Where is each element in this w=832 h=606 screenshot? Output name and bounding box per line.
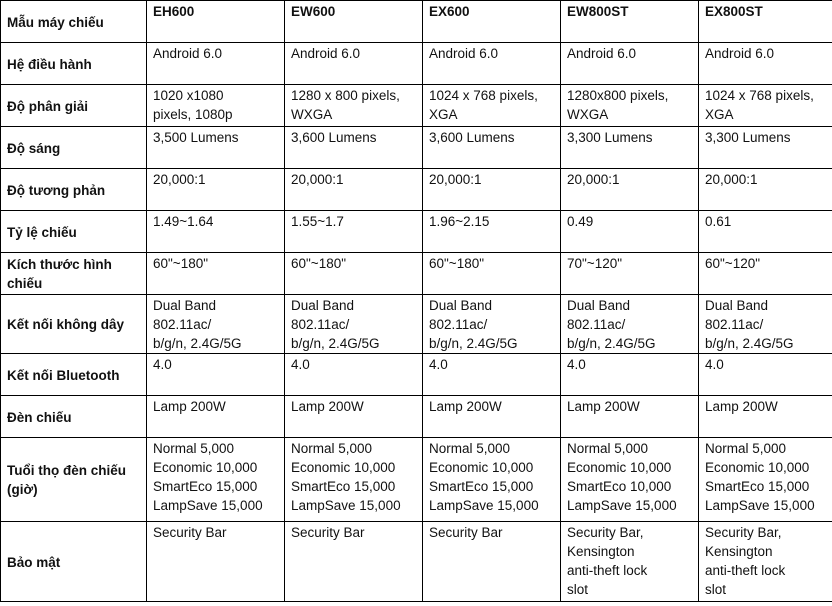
spec-row [1, 85, 832, 127]
corner-header: Mẫu máy chiếu [1, 1, 147, 43]
header-row [1, 1, 832, 43]
spec-value: Lamp 200W [153, 399, 226, 414]
spec-value: Normal 5,000 Economic 10,000 SmartEco 15,000 LampSave 15,000 [291, 441, 401, 513]
spec-cell [561, 85, 699, 127]
spec-value: Android 6.0 [567, 46, 637, 61]
spec-cell [423, 295, 561, 354]
row-label [1, 295, 147, 354]
spec-value: Lamp 200W [567, 399, 640, 414]
spec-value: 4.0 [567, 357, 586, 372]
spec-value: Dual Band 802.11ac/ b/g/n, 2.4G/5G [705, 298, 794, 351]
spec-cell [561, 295, 699, 354]
spec-value: 1024 x 768 pixels, XGA [429, 88, 538, 122]
spec-value: Dual Band 802.11ac/ b/g/n, 2.4G/5G [153, 298, 242, 351]
spec-value: 20,000:1 [705, 172, 758, 187]
row-label [1, 522, 147, 602]
spec-cell [147, 522, 285, 602]
spec-cell [699, 43, 832, 85]
spec-cell [423, 169, 561, 211]
row-label-text: Hệ điều hành [7, 56, 92, 72]
row-label [1, 396, 147, 438]
row-label-text: Độ phân giải [7, 98, 88, 114]
spec-value: Normal 5,000 Economic 10,000 SmartEco 15,000 LampSave 15,000 [429, 441, 539, 513]
spec-cell [285, 396, 423, 438]
row-label-text: Bảo mật [7, 554, 61, 570]
spec-value: 60"~180" [153, 256, 209, 271]
spec-cell [147, 127, 285, 169]
spec-cell [561, 211, 699, 253]
model-header: EX600 [423, 1, 561, 43]
spec-cell [285, 211, 423, 253]
spec-row [1, 43, 832, 85]
spec-cell [699, 396, 832, 438]
row-label [1, 85, 147, 127]
spec-cell [423, 211, 561, 253]
model-header: EX800ST [699, 1, 832, 43]
row-label-text: Độ sáng [7, 140, 61, 156]
spec-cell [699, 438, 832, 522]
row-label-text: Tỷ lệ chiếu [7, 224, 77, 240]
spec-cell [561, 127, 699, 169]
row-label [1, 43, 147, 85]
spec-value: 1.96~2.15 [429, 214, 490, 229]
spec-cell [147, 438, 285, 522]
spec-cell [285, 253, 423, 295]
spec-value: Dual Band 802.11ac/ b/g/n, 2.4G/5G [567, 298, 656, 351]
row-label [1, 169, 147, 211]
spec-cell [423, 127, 561, 169]
spec-row [1, 354, 832, 396]
spec-value: 1024 x 768 pixels, XGA [705, 88, 814, 122]
spec-cell [699, 522, 832, 602]
spec-value: 4.0 [429, 357, 448, 372]
spec-value: 4.0 [153, 357, 172, 372]
spec-value: 1280x800 pixels, WXGA [567, 88, 669, 122]
spec-value: 60"~180" [429, 256, 485, 271]
spec-cell [285, 522, 423, 602]
model-header: EH600 [147, 1, 285, 43]
spec-value: Normal 5,000 Economic 10,000 SmartEco 15,000 LampSave 15,000 [153, 441, 263, 513]
spec-cell [561, 396, 699, 438]
spec-cell [423, 396, 561, 438]
spec-value: Security Bar [291, 525, 365, 540]
spec-cell [285, 354, 423, 396]
row-label-text: Kích thước hình chiếu [7, 257, 112, 291]
spec-value: 1.49~1.64 [153, 214, 214, 229]
spec-cell [699, 85, 832, 127]
spec-cell [699, 354, 832, 396]
spec-cell [147, 354, 285, 396]
spec-cell [147, 295, 285, 354]
model-header: EW600 [285, 1, 423, 43]
spec-cell [285, 169, 423, 211]
spec-cell [147, 396, 285, 438]
spec-row [1, 438, 832, 522]
spec-value: Security Bar [429, 525, 503, 540]
spec-value: 70"~120" [567, 256, 623, 271]
spec-row [1, 169, 832, 211]
spec-value: Normal 5,000 Economic 10,000 SmartEco 15,000 LampSave 15,000 [705, 441, 815, 513]
spec-cell [423, 43, 561, 85]
spec-value: Android 6.0 [153, 46, 223, 61]
spec-value: 1280 x 800 pixels, WXGA [291, 88, 400, 122]
spec-cell [423, 253, 561, 295]
spec-cell [699, 169, 832, 211]
spec-value: Normal 5,000 Economic 10,000 SmartEco 10,000 LampSave 15,000 [567, 441, 677, 513]
spec-value: Lamp 200W [705, 399, 778, 414]
spec-value: 3,600 Lumens [291, 130, 377, 145]
spec-cell [423, 354, 561, 396]
row-label-text: Kết nối không dây [7, 317, 125, 332]
row-label [1, 253, 147, 295]
row-label [1, 211, 147, 253]
spec-value: Android 6.0 [291, 46, 361, 61]
spec-value: 20,000:1 [291, 172, 344, 187]
spec-row [1, 127, 832, 169]
spec-cell [147, 169, 285, 211]
spec-cell [285, 85, 423, 127]
row-label-text: Kết nối Bluetooth [7, 367, 120, 383]
spec-cell [285, 438, 423, 522]
spec-cell [147, 85, 285, 127]
spec-cell [423, 85, 561, 127]
spec-cell [423, 522, 561, 602]
spec-cell [699, 253, 832, 295]
row-label-text: Tuổi thọ đèn chiếu (giờ) [7, 463, 126, 497]
row-label-text: Độ tương phản [7, 182, 106, 198]
spec-value: 3,300 Lumens [705, 130, 791, 145]
spec-cell [699, 127, 832, 169]
spec-value: 20,000:1 [567, 172, 620, 187]
spec-cell [699, 211, 832, 253]
spec-value: 1020 x1080 pixels, 1080p [153, 88, 233, 122]
spec-value: Android 6.0 [705, 46, 775, 61]
spec-cell [285, 295, 423, 354]
spec-cell [561, 354, 699, 396]
spec-value: 20,000:1 [153, 172, 206, 187]
spec-value: Lamp 200W [429, 399, 502, 414]
spec-value: 3,500 Lumens [153, 130, 239, 145]
spec-value: 3,300 Lumens [567, 130, 653, 145]
spec-cell [285, 43, 423, 85]
spec-value: 0.61 [705, 214, 732, 229]
spec-value: Lamp 200W [291, 399, 364, 414]
row-label [1, 127, 147, 169]
spec-cell [699, 295, 832, 354]
spec-cell [423, 438, 561, 522]
spec-value: 4.0 [291, 357, 310, 372]
spec-value: 60"~180" [291, 256, 347, 271]
spec-cell [147, 253, 285, 295]
spec-cell [561, 169, 699, 211]
spec-value: Dual Band 802.11ac/ b/g/n, 2.4G/5G [291, 298, 380, 351]
spec-row [1, 396, 832, 438]
row-label-text: Đèn chiếu [7, 409, 72, 425]
spec-row [1, 211, 832, 253]
spec-row [1, 295, 832, 354]
spec-value: 4.0 [705, 357, 724, 372]
spec-value: Security Bar, Kensington anti-theft lock slot [567, 525, 648, 597]
spec-value: Android 6.0 [429, 46, 499, 61]
spec-cell [561, 438, 699, 522]
spec-value: 3,600 Lumens [429, 130, 515, 145]
row-label [1, 354, 147, 396]
spec-cell [147, 43, 285, 85]
spec-value: Dual Band 802.11ac/ b/g/n, 2.4G/5G [429, 298, 518, 351]
spec-value: 60"~120" [705, 256, 761, 271]
spec-value: 20,000:1 [429, 172, 482, 187]
spec-cell [561, 522, 699, 602]
spec-cell [561, 253, 699, 295]
spec-value: 0.49 [567, 214, 594, 229]
spec-cell [147, 211, 285, 253]
spec-value: Security Bar, Kensington anti-theft lock slot [705, 525, 786, 597]
spec-value: 1.55~1.7 [291, 214, 344, 229]
row-label [1, 438, 147, 522]
spec-value: Security Bar [153, 525, 227, 540]
spec-cell [561, 43, 699, 85]
model-header: EW800ST [561, 1, 699, 43]
spec-row [1, 522, 832, 602]
spec-row [1, 253, 832, 295]
spec-cell [285, 127, 423, 169]
